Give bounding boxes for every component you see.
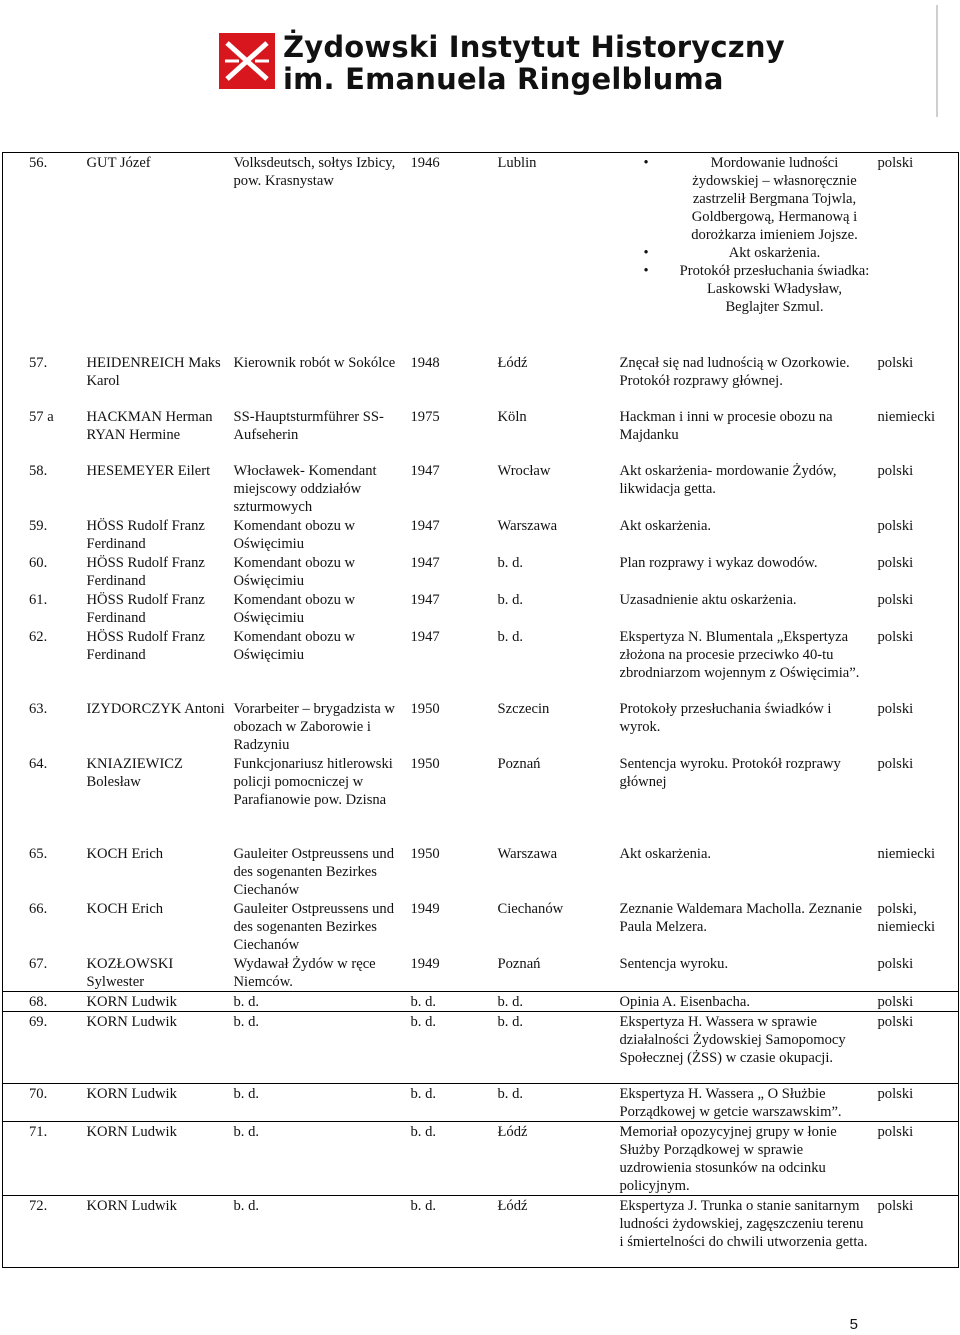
trial-place: Lublin bbox=[494, 153, 616, 353]
record-description: Opinia A. Eisenbacha. bbox=[616, 991, 874, 1011]
perpetrator-name: KORN Ludwik bbox=[83, 1195, 230, 1267]
trial-year: 1949 bbox=[410, 900, 440, 917]
record-description: Sentencja wyroku. bbox=[616, 954, 874, 992]
perpetrator-role: Kierownik robót w Sokólce bbox=[233, 354, 396, 371]
perpetrator-name: KORN Ludwik bbox=[83, 1083, 230, 1121]
perpetrator-role: b. d. bbox=[230, 991, 407, 1011]
record-number: 59. bbox=[3, 516, 83, 553]
trial-place: b. d. bbox=[497, 591, 524, 608]
table-row bbox=[3, 627, 959, 699]
table-row bbox=[3, 1195, 959, 1267]
record-description: Plan rozprawy i wykaz dowodów. bbox=[619, 554, 818, 571]
record-number: 72. bbox=[3, 1195, 83, 1267]
record-description: Ekspertyza J. Trunka o stanie sanitarnym ludności żydowskiej, zagęszczeniu terenu i śmiertelności do chwili utworzenia getta. bbox=[616, 1195, 874, 1267]
perpetrator-name: HÖSS Rudolf Franz Ferdinand bbox=[86, 554, 205, 589]
perpetrator-name: HÖSS Rudolf Franz Ferdinand bbox=[86, 628, 205, 663]
trial-year: 1950 bbox=[410, 700, 440, 717]
trial-place: Köln bbox=[497, 408, 527, 425]
trial-place: Wrocław bbox=[497, 462, 551, 479]
record-description: Znęcał się nad ludnością w Ozorkowie. Protokół rozprawy głównej. bbox=[619, 354, 850, 389]
record-number: 60. bbox=[3, 553, 83, 590]
perpetrator-role: Funkcjonariusz hitlerowski policji pomocniczej w Parafianowie pow. Dzisna bbox=[233, 755, 393, 808]
record-description: Zeznanie Waldemara Macholla. Zeznanie Paula Melzera. bbox=[619, 900, 862, 935]
trial-year: 1947 bbox=[410, 462, 440, 479]
table-row bbox=[3, 353, 959, 407]
trial-place: Łódź bbox=[494, 1121, 616, 1195]
trial-year: 1949 bbox=[407, 954, 494, 992]
perpetrator-name: KNIAZIEWICZ Bolesław bbox=[86, 755, 183, 790]
trial-place: b. d. bbox=[497, 554, 524, 571]
perpetrator-name: KOZŁOWSKI Sylwester bbox=[83, 954, 230, 992]
trial-place: Poznań bbox=[494, 954, 616, 992]
record-language: polski bbox=[874, 699, 959, 754]
perpetrator-role: Gauleiter Ostpreussens und des sogenanten Bezirkes Ciechanów bbox=[233, 845, 394, 898]
record-description: Ekspertyza H. Wassera „ O Służbie Porządkowej w getcie warszawskim”. bbox=[616, 1083, 874, 1121]
record-number: 57. bbox=[3, 353, 83, 407]
record-number: 56. bbox=[3, 153, 83, 353]
record-language: niemiecki bbox=[874, 844, 959, 899]
description-bullets bbox=[620, 154, 870, 316]
record-description: Ekspertyza N. Blumentala „Ekspertyza złożona na procesie przeciwko 40-tu zbrodniarzom wojennym z Oświęcimia”. bbox=[619, 628, 860, 681]
trial-place: Łódź bbox=[494, 1195, 616, 1267]
perpetrator-role: Vorarbeiter – brygadzista w obozach w Zaborowie i Radzyniu bbox=[233, 700, 395, 753]
trial-year: b. d. bbox=[407, 1195, 494, 1267]
table-row bbox=[3, 1011, 959, 1083]
record-description: Protokoły przesłuchania świadków i wyrok. bbox=[619, 700, 832, 735]
record-language: polski bbox=[874, 754, 959, 844]
record-number: 65. bbox=[3, 844, 83, 899]
table-row bbox=[3, 699, 959, 754]
record-number: 69. bbox=[3, 1011, 83, 1083]
trial-year: 1947 bbox=[410, 628, 440, 645]
perpetrator-role: b. d. bbox=[230, 1083, 407, 1121]
record-number: 71. bbox=[3, 1121, 83, 1195]
page-number: 5 bbox=[849, 1316, 858, 1333]
record-number: 62. bbox=[3, 627, 83, 699]
trial-year: b. d. bbox=[407, 991, 494, 1011]
perpetrator-name: HÖSS Rudolf Franz Ferdinand bbox=[86, 517, 205, 552]
perpetrator-name: HESEMEYER Eilert bbox=[86, 462, 211, 479]
perpetrator-role: Komendant obozu w Oświęcimiu bbox=[233, 591, 356, 626]
table-row bbox=[3, 1083, 959, 1121]
table-row bbox=[3, 991, 959, 1011]
table-row bbox=[3, 461, 959, 516]
record-description: Uzasadnienie aktu oskarżenia. bbox=[619, 591, 797, 608]
record-language: polski bbox=[874, 1121, 959, 1195]
trial-place: Łódź bbox=[497, 354, 528, 371]
perpetrator-role: Gauleiter Ostpreussens und des sogenanten Bezirkes Ciechanów bbox=[233, 900, 394, 953]
trial-year: 1947 bbox=[410, 517, 440, 534]
record-language: polski bbox=[874, 553, 959, 590]
trial-year: 1950 bbox=[410, 755, 440, 772]
record-number: 67. bbox=[3, 954, 83, 992]
perpetrator-role: b. d. bbox=[230, 1195, 407, 1267]
record-language: polski bbox=[874, 1195, 959, 1267]
perpetrator-name: KOCH Erich bbox=[86, 900, 164, 917]
trial-year: b. d. bbox=[407, 1011, 494, 1083]
perpetrator-name: KORN Ludwik bbox=[83, 1121, 230, 1195]
record-description bbox=[616, 153, 874, 353]
trial-place: Poznań bbox=[497, 755, 541, 772]
record-description: Akt oskarżenia. bbox=[619, 517, 712, 534]
record-description: Akt oskarżenia- mordowanie Żydów, likwidacja getta. bbox=[619, 462, 837, 497]
record-language: niemiecki bbox=[874, 407, 959, 461]
record-description: Akt oskarżenia. bbox=[619, 845, 712, 862]
trial-place: b. d. bbox=[494, 1083, 616, 1121]
record-description: Ekspertyza H. Wassera w sprawie działalności Żydowskiej Samopomocy Społecznej (ŻSS) w czasie okupacji. bbox=[616, 1011, 874, 1083]
perpetrator-role: SS-Hauptsturmführer SS-Aufseherin bbox=[233, 408, 384, 443]
perpetrator-role: Wydawał Żydów w ręce Niemców. bbox=[230, 954, 407, 992]
trial-place: Warszawa bbox=[497, 517, 558, 534]
trial-place: b. d. bbox=[494, 991, 616, 1011]
trial-year: b. d. bbox=[407, 1083, 494, 1121]
record-language: polski bbox=[874, 461, 959, 516]
trial-year: 1946 bbox=[407, 153, 494, 353]
perpetrator-name: IZYDORCZYK Antoni bbox=[86, 700, 225, 717]
perpetrator-role: Komendant obozu w Oświęcimiu bbox=[233, 517, 356, 552]
perpetrator-name: HACKMAN Herman RYAN Hermine bbox=[86, 408, 213, 443]
perpetrator-name: KORN Ludwik bbox=[83, 1011, 230, 1083]
record-number: 61. bbox=[3, 590, 83, 627]
table-row bbox=[3, 553, 959, 590]
perpetrator-name: HEIDENREICH Maks Karol bbox=[86, 354, 221, 389]
record-language: polski bbox=[874, 590, 959, 627]
list-item: • Akt oskarżenia. bbox=[680, 244, 870, 262]
record-language: polski bbox=[874, 1083, 959, 1121]
table-row bbox=[3, 754, 959, 844]
record-number: 66. bbox=[3, 899, 83, 954]
trial-year: 1950 bbox=[410, 845, 440, 862]
record-language: polski bbox=[874, 954, 959, 992]
record-language: polski bbox=[874, 153, 959, 353]
record-description: Hackman i inni w procesie obozu na Majdanku bbox=[619, 408, 833, 443]
record-language: polski bbox=[874, 516, 959, 553]
record-number: 70. bbox=[3, 1083, 83, 1121]
trial-year: 1975 bbox=[410, 408, 440, 425]
trial-place: Szczecin bbox=[497, 700, 550, 717]
record-number: 57 a bbox=[3, 407, 83, 461]
header-divider bbox=[936, 5, 938, 117]
perpetrator-role: b. d. bbox=[230, 1011, 407, 1083]
record-description: Sentencja wyroku. Protokół rozprawy głównej bbox=[619, 755, 841, 790]
page-header bbox=[0, 0, 960, 120]
table-row bbox=[3, 153, 959, 353]
trial-place: b. d. bbox=[494, 1011, 616, 1083]
trial-place: Ciechanów bbox=[497, 900, 564, 917]
perpetrator-role: b. d. bbox=[230, 1121, 407, 1195]
trial-year: 1947 bbox=[410, 554, 440, 571]
trial-place: b. d. bbox=[497, 628, 524, 645]
table-row bbox=[3, 844, 959, 899]
perpetrator-name: GUT Józef bbox=[83, 153, 230, 353]
perpetrator-role: Komendant obozu w Oświęcimiu bbox=[233, 628, 356, 663]
record-description: Memoriał opozycyjnej grupy w łonie Służby Porządkowej w sprawie uzdrowienia stosunków na odcinku policyjnym. bbox=[616, 1121, 874, 1195]
record-number: 64. bbox=[3, 754, 83, 844]
perpetrator-name: KORN Ludwik bbox=[83, 991, 230, 1011]
record-language: polski bbox=[874, 1011, 959, 1083]
perpetrator-role: Volksdeutsch, sołtys Izbicy, pow. Krasnystaw bbox=[230, 153, 407, 353]
institute-subname: im. Emanuela Ringelbluma bbox=[283, 62, 724, 96]
table-row bbox=[3, 1121, 959, 1195]
perpetrator-name: HÖSS Rudolf Franz Ferdinand bbox=[86, 591, 205, 626]
table-row bbox=[3, 516, 959, 553]
record-language: polski bbox=[874, 353, 959, 407]
perpetrator-role: Włocławek- Komendant miejscowy oddziałów szturmowych bbox=[233, 462, 377, 515]
table-row bbox=[3, 954, 959, 992]
record-language: polski bbox=[874, 627, 959, 699]
table-row bbox=[3, 899, 959, 954]
record-language: polski bbox=[874, 991, 959, 1011]
record-language: polski, niemiecki bbox=[874, 899, 959, 954]
perpetrator-name: KOCH Erich bbox=[86, 845, 164, 862]
list-item: • Mordowanie ludności żydowskiej – własnoręcznie zastrzelił Bergmana Tojwla, Goldbergową, Hermanową i dorożkarza imieniem Jojsze. bbox=[680, 154, 870, 244]
record-number: 68. bbox=[3, 991, 83, 1011]
list-item: • Protokół przesłuchania świadka: Laskowski Władysław, Beglajter Szmul. bbox=[680, 262, 870, 316]
trial-place: Warszawa bbox=[497, 845, 558, 862]
perpetrator-role: Komendant obozu w Oświęcimiu bbox=[233, 554, 356, 589]
table-row bbox=[3, 590, 959, 627]
institute-name: Żydowski Instytut Historyczny bbox=[283, 30, 785, 64]
trial-year: 1948 bbox=[410, 354, 440, 371]
trial-year: 1947 bbox=[410, 591, 440, 608]
records-table bbox=[2, 152, 959, 1268]
record-number: 58. bbox=[3, 461, 83, 516]
table-row bbox=[3, 407, 959, 461]
record-number: 63. bbox=[3, 699, 83, 754]
jhi-logo-icon bbox=[219, 33, 275, 89]
trial-year: b. d. bbox=[407, 1121, 494, 1195]
